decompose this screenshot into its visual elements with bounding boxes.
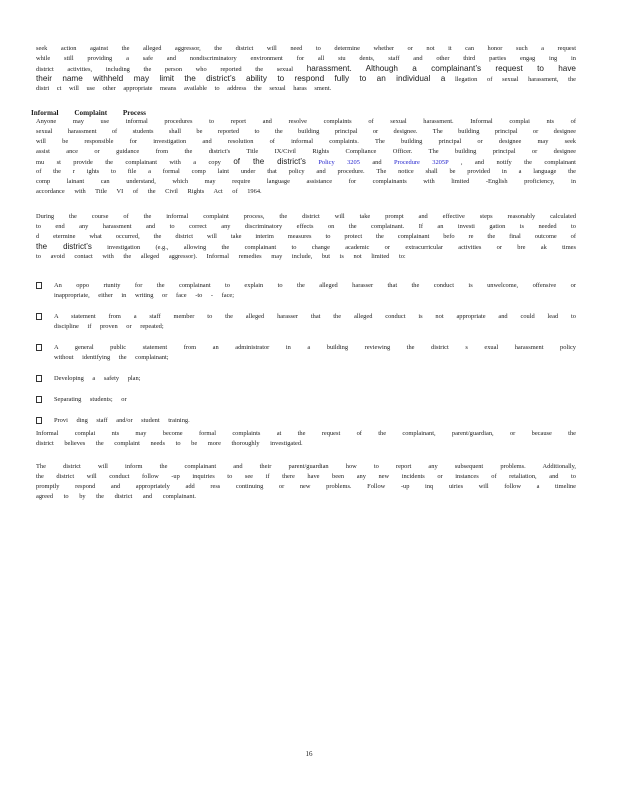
text-line: d etermine what occurred, the district will take interim measures to protect the complainant befo re the final outcome of bbox=[36, 233, 576, 240]
list-item bbox=[36, 312, 576, 332]
text-line: Developing a safety plan; bbox=[54, 375, 141, 382]
list-item bbox=[36, 374, 576, 384]
escalation-paragraph bbox=[36, 429, 576, 449]
interim-measures-paragraph bbox=[36, 212, 576, 262]
text-line: the district will conduct follow -up inquiries to see if there have been any new incidents or instances of retaliation, and to bbox=[36, 473, 576, 480]
page-number: 16 bbox=[305, 750, 313, 758]
text-fragment: district activities, including the person who reported the sexual bbox=[36, 66, 294, 73]
text-line: seek action against the alleged aggressor, the district will need to determine whether or not it can honor such a request bbox=[36, 45, 576, 52]
text-line: During the course of the informal complaint process, the district will take prompt and effective steps reasonably calculated bbox=[36, 213, 576, 220]
text-line: A general public statement from an administrator in a building reviewing the district s exual harassment policy bbox=[54, 344, 576, 351]
bullet-box-icon bbox=[36, 313, 42, 320]
list-item bbox=[36, 281, 576, 301]
text-line: Informal complai nts may become formal complaints at the request of the complainant, parent/guardian, or because the bbox=[36, 430, 576, 437]
text-line: Provi ding staff and/or student training. bbox=[54, 417, 190, 424]
text-fragment: harassment. Although a complainant’s request to have bbox=[306, 64, 576, 73]
follow-up-paragraph bbox=[36, 462, 576, 502]
text-line: inappropriate, either in writing or face -to - face; bbox=[54, 292, 235, 299]
text-line bbox=[36, 157, 576, 167]
text-line: distri ct will use other appropriate means available to address the sexual haras sment. bbox=[36, 85, 332, 92]
text-fragment: the district’s bbox=[36, 242, 92, 251]
text-line bbox=[36, 74, 576, 84]
informal-process-paragraph bbox=[36, 117, 576, 197]
intro-paragraph bbox=[36, 44, 576, 94]
list-item bbox=[36, 395, 576, 405]
text-fragment: of the district’s bbox=[233, 157, 306, 166]
policy-link[interactable]: Policy 3205 bbox=[318, 159, 360, 166]
text-line: district believes the complaint needs to be more thoroughly investigated. bbox=[36, 440, 303, 447]
bullet-box-icon bbox=[36, 344, 42, 351]
remedies-list bbox=[36, 281, 576, 437]
bullet-box-icon bbox=[36, 375, 42, 382]
text-line: to end any harassment and to correct any discriminatory effects on the complainant. If an investi gation is needed to bbox=[36, 223, 576, 230]
list-item bbox=[36, 416, 576, 426]
text-line: promptly respond and appropriately add ress continuing or new problems. Follow -up inq uiries will follow a timeline bbox=[36, 483, 576, 490]
text-fragment: llegation of sexual harassment, the bbox=[454, 76, 576, 83]
text-line: while still providing a safe and nondiscriminatory environment for all stu dents, staff and other third parties engag ing in bbox=[36, 55, 576, 62]
list-item bbox=[36, 343, 576, 363]
text-line: of the r ights to file a formal comp laint under that policy and procedure. The notice shall be provided in a language the bbox=[36, 168, 576, 175]
text-line: comp lainant can understand, which may require language assistance for complainants with limited -English proficiency, in bbox=[36, 178, 576, 185]
text-line: A statement from a staff member to the alleged harasser that the alleged conduct is not appropriate and could lead to bbox=[54, 313, 576, 320]
text-line: discipline if proven or repeated; bbox=[54, 323, 164, 330]
section-heading: Informal Complaint Process bbox=[31, 109, 146, 117]
text-fragment: mu st provide the complainant with a copy bbox=[36, 159, 221, 166]
text-line: agreed to by the district and complainant. bbox=[36, 493, 196, 500]
text-line: Separating students; or bbox=[54, 396, 127, 403]
text-line bbox=[36, 242, 576, 252]
text-line: An oppo rtunity for the complainant to explain to the alleged harasser that the conduct is unwelcome, offensive or bbox=[54, 282, 576, 289]
bullet-box-icon bbox=[36, 417, 42, 424]
bullet-box-icon bbox=[36, 282, 42, 289]
text-line: sexual harassment of students shall be reported to the building principal or designee. The building principal or designee bbox=[36, 128, 576, 135]
bullet-box-icon bbox=[36, 396, 42, 403]
text-fragment: investigation (e.g., allowing the complainant to change academic or extracurricular activities or bre ak times bbox=[107, 244, 576, 251]
text-line bbox=[36, 64, 576, 74]
text-line: accordance with Title VI of the Civil Rights Act of 1964. bbox=[36, 188, 262, 195]
text-line: to avoid contact with the alleged aggressor). Informal remedies may include, but is not limited to: bbox=[36, 253, 406, 260]
procedure-link[interactable]: Procedure 3205P bbox=[393, 159, 449, 166]
text-line: assist ance or guidance from the district's Title IX/Civil Rights Compliance Officer. The building principal or designee bbox=[36, 148, 576, 155]
text-fragment: , and notify the complainant bbox=[460, 159, 576, 166]
text-fragment: and bbox=[372, 159, 382, 166]
text-line: Anyone may use informal procedures to report and resolve complaints of sexual harassment. Informal complai nts of bbox=[36, 118, 576, 125]
text-line: without identifying the complainant; bbox=[54, 354, 169, 361]
text-fragment: their name withheld may limit the district’s ability to respond fully to an individual a bbox=[36, 74, 446, 83]
text-line: The district will inform the complainant and their parent/guardian how to report any subsequent problems. Additionally, bbox=[36, 463, 576, 470]
text-line: will be responsible for investigation and resolution of informal complaints. The building principal or designee may seek bbox=[36, 138, 576, 145]
